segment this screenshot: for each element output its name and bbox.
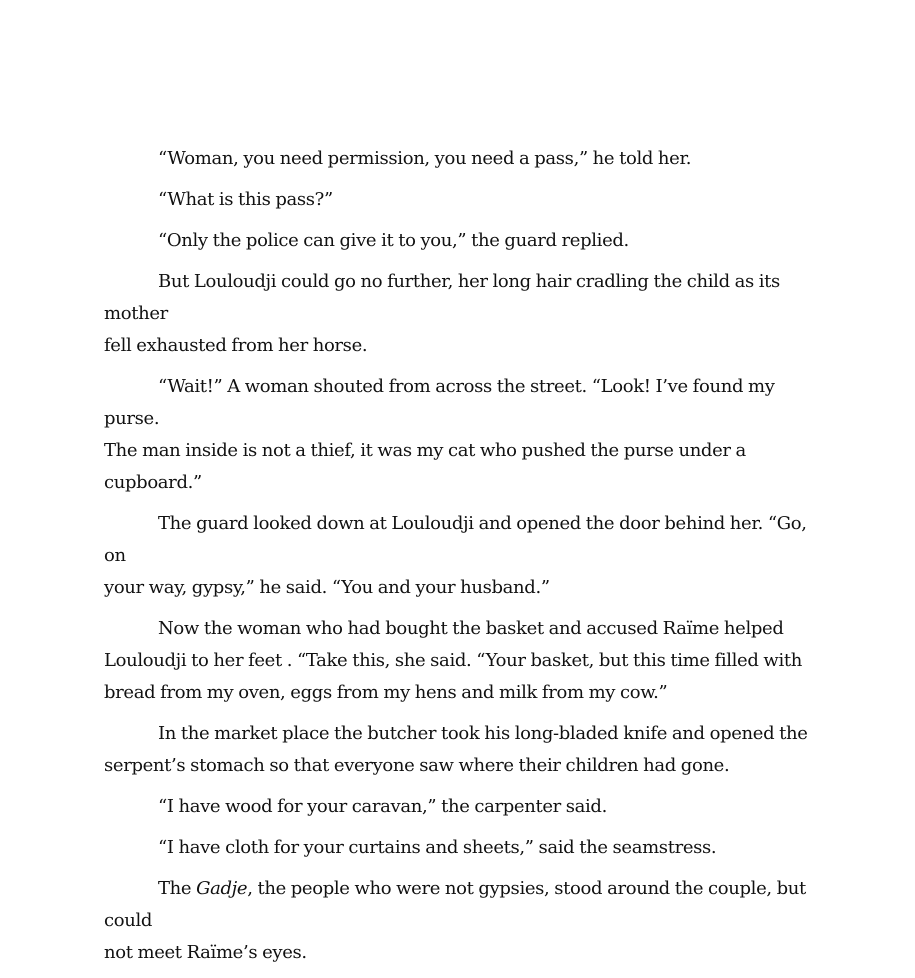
paragraph-4 <box>104 266 820 362</box>
text-line: serpent’s stomach so that everyone saw where their children had gone. <box>104 755 730 776</box>
paragraph-5 <box>104 371 820 499</box>
paragraph-1 <box>104 143 820 175</box>
text-line: “What is this pass?” <box>158 189 333 210</box>
text-line: But Louloudji could go no further, her long hair cradling the child as its mother <box>104 271 780 324</box>
text-segment: , the people who were not gypsies, stood around the couple, but could <box>104 878 806 931</box>
paragraph-9 <box>104 791 820 823</box>
text-line: “Only the police can give it to you,” the guard replied. <box>158 230 629 251</box>
text-line: Louloudji to her feet . “Take this, she said. “Your basket, but this time filled with <box>104 650 802 671</box>
text-line: In the market place the butcher took his long-bladed knife and opened the <box>158 723 808 744</box>
text-line: “Wait!” A woman shouted from across the street. “Look! I’ve found my purse. <box>104 376 775 429</box>
text-line: your way, gypsy,” he said. “You and your husband.” <box>104 577 550 598</box>
paragraph-3 <box>104 225 820 257</box>
text-line: bread from my oven, eggs from my hens and milk from my cow.” <box>104 682 668 703</box>
text-line: fell exhausted from her horse. <box>104 335 368 356</box>
text-line: “I have wood for your caravan,” the carpenter said. <box>158 796 607 817</box>
paragraph-11 <box>104 873 820 969</box>
text-line: Now the woman who had bought the basket and accused Raïme helped <box>158 618 784 639</box>
text-line: not meet Raïme’s eyes. <box>104 942 307 963</box>
paragraph-10 <box>104 832 820 864</box>
paragraph-8 <box>104 718 820 782</box>
text-line: “Woman, you need permission, you need a pass,” he told her. <box>158 148 692 169</box>
text-line: “I have cloth for your curtains and sheets,” said the seamstress. <box>158 837 717 858</box>
text-line: The man inside is not a thief, it was my cat who pushed the purse under a cupboard.” <box>104 440 746 493</box>
text-line: The guard looked down at Louloudji and opened the door behind her. “Go, on <box>104 513 807 566</box>
italic-word-gadje: Gadje <box>196 878 248 899</box>
text-segment: The <box>158 878 197 899</box>
paragraph-6 <box>104 508 820 604</box>
paragraph-7 <box>104 613 820 709</box>
paragraph-2 <box>104 184 820 216</box>
story-page <box>104 143 820 978</box>
